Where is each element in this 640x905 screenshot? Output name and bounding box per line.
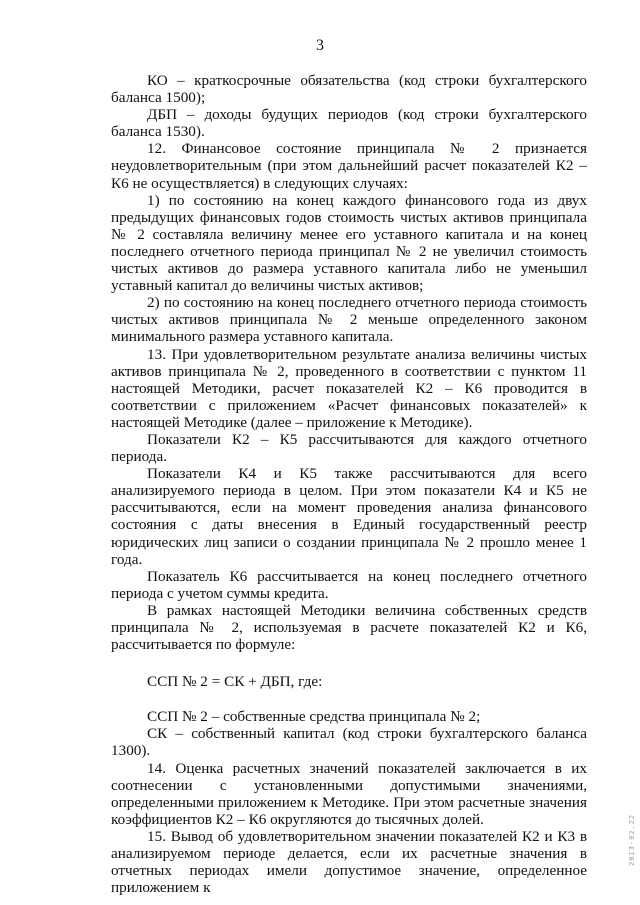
paragraph-k4-k5: Показатели К4 и К5 также рассчитываются для всего анализируемого периода в целом. При этом показатели К4 и К5 не рассчитываются, если на момент проведения анализа финансового состояния с даты внесения в Единый государственный реестр юридических лиц записи о создании принципала № 2 прошло менее 1 года.	[111, 465, 587, 568]
paragraph-14: 14. Оценка расчетных значений показателей заключается в их соотнесении с установленными допустимыми значениями, определенными приложением к Методике. При этом расчетные значения коэффициентов К2 – К6 округляются до тысячных долей.	[111, 759, 587, 828]
definition-ssp: ССП № 2 – собственные средства принципала № 2;	[147, 708, 481, 726]
paragraph-ko-definition: КО – краткосрочные обязательства (код строки бухгалтерского баланса 1500);	[111, 72, 587, 107]
paragraph-k2-k5: Показатели К2 – К5 рассчитываются для каждого отчетного периода.	[111, 430, 587, 466]
paragraph-12-item-2: 2) по состоянию на конец последнего отчетного периода стоимость чистых активов принципала № 2 меньше определенного законом минимального размера уставного капитала.	[111, 294, 587, 346]
paragraph-15: 15. Вывод об удовлетворительном значении показателей К2 и К3 в анализируемом периоде делается, если их расчетные значения в отчетных периодах имели допустимое значение, определенное приложением к	[111, 827, 587, 897]
margin-registration-mark: 2013-02.22	[628, 813, 636, 866]
paragraph-dbp-definition: ДБП – доходы будущих периодов (код строки бухгалтерского баланса 1530).	[111, 106, 587, 141]
definition-sk: СК – собственный капитал (код строки бухгалтерского баланса 1300).	[111, 725, 587, 760]
page-number: 3	[316, 37, 324, 54]
document-body	[111, 72, 587, 896]
formula: ССП № 2 = СК + ДБП, где:	[147, 673, 323, 691]
paragraph-12-item-1: 1) по состоянию на конец каждого финансового года из двух предыдущих финансовых годов стоимость чистых активов принципала № 2 составляла величину менее его уставного капитала и на конец последнего отчетного периода принципал № 2 не увеличил стоимость чистых активов до размера уставного капитала либо не уменьшил уставный капитал до величины чистых активов;	[111, 191, 587, 295]
paragraph-own-funds: В рамках настоящей Методики величина собственных средств принципала № 2, используемая в расчете показателей К2 и К6, рассчитывается по формуле:	[111, 601, 587, 654]
paragraph-k6: Показатель К6 рассчитывается на конец последнего отчетного периода с учетом суммы кредита.	[111, 567, 587, 602]
paragraph-12: 12. Финансовое состояние принципала № 2 признается неудовлетворительным (при этом дальнейший расчет показателей К2 – К6 не осуществляется) в следующих случаях:	[111, 140, 587, 192]
paragraph-13: 13. При удовлетворительном результате анализа величины чистых активов принципала № 2, проведенного в соответствии с пунктом 11 настоящей Методики, расчет показателей К2 – К6 проводится в соответствии с приложением «Расчет финансовых показателей» к настоящей Методике (далее – приложение к Методике).	[111, 345, 587, 431]
